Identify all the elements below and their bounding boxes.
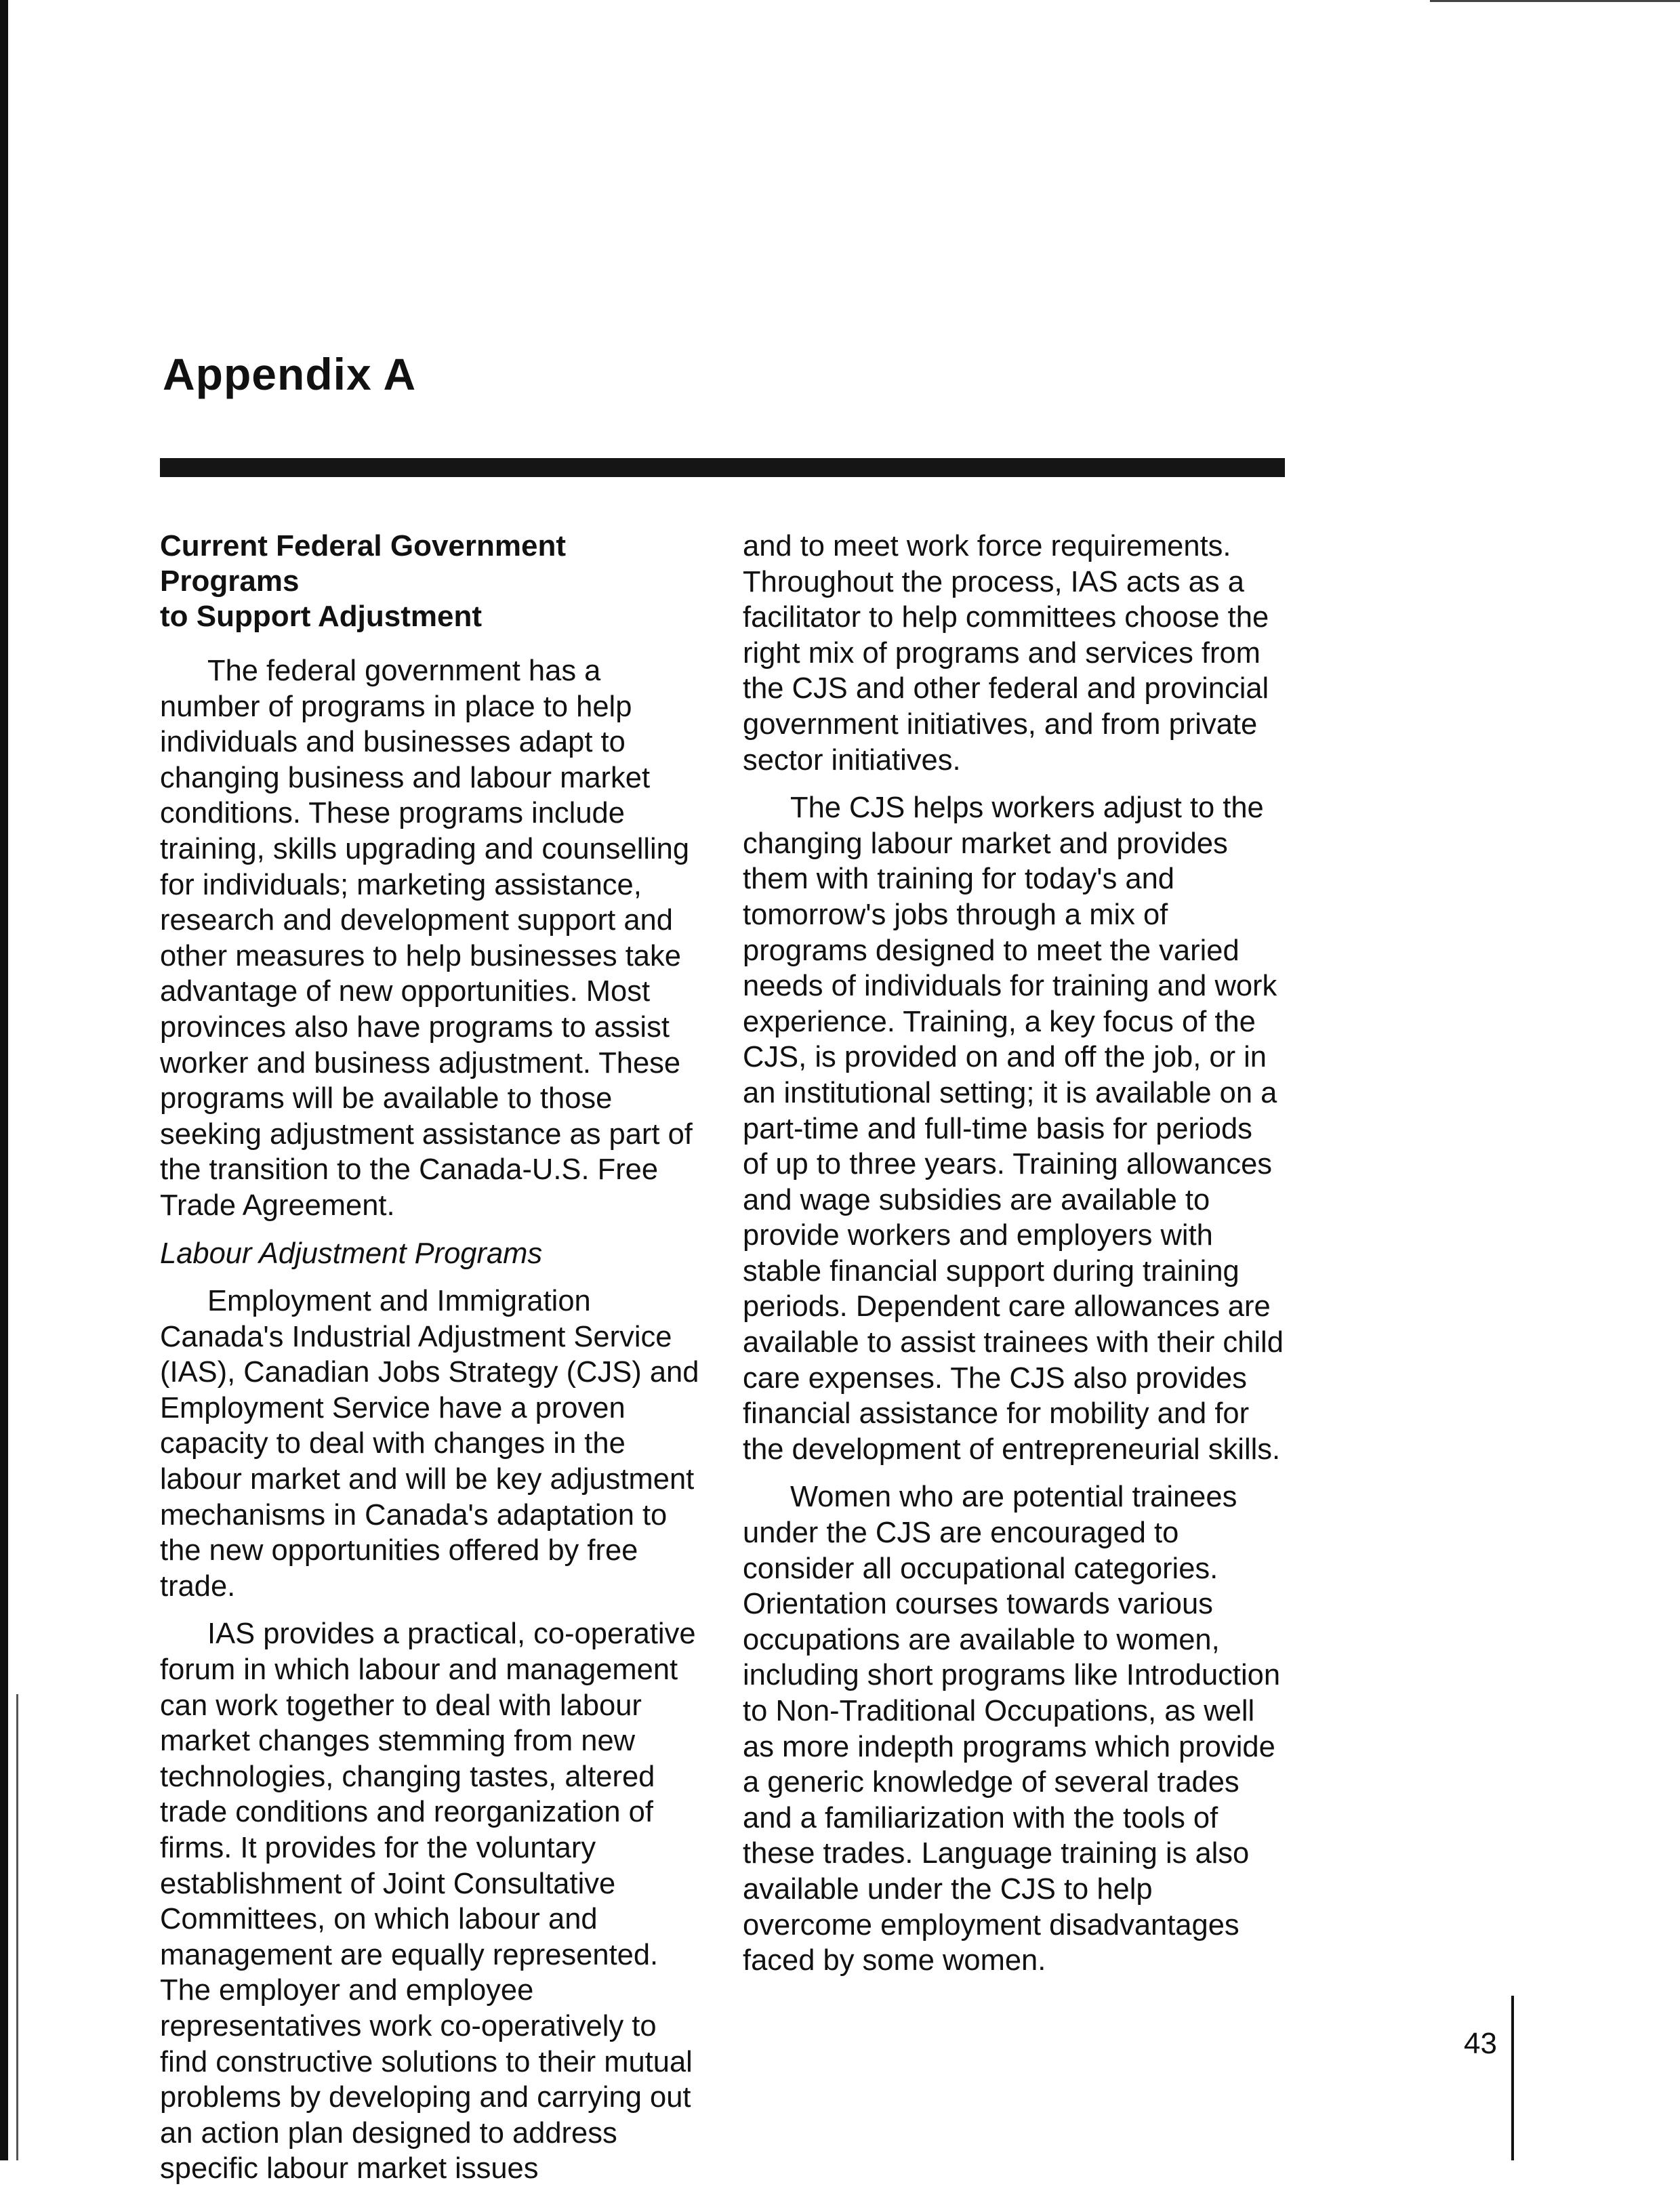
left-paragraph-2: Employment and Immigration Canada's Industrial Adjustment Service (IAS), Canadian Jobs Strategy (CJS) and Employment Service have a proven capacity to deal with changes in the labour market and will be key adjustment mechanisms in Canada's adaptation to the new opportunities offered by free trade.: [160, 1285, 699, 1603]
title-rule: [160, 458, 1285, 477]
page-rule: [1511, 1996, 1514, 2160]
appendix-title: Appendix A: [163, 349, 417, 399]
scan-edge-left: [0, 0, 8, 2160]
section-heading-line-2: to Support Adjustment: [160, 600, 482, 633]
left-paragraph-1: The federal government has a number of programs in place to help individuals and businesses adapt to changing business and labour market conditions. These programs include training, skills upgrading and counselling for individuals; marketing assistance, research and development support and other measures to help businesses take advantage of new opportunities. Most provinces also have programs to assist worker and business adjustment. These programs will be available to those seeking adjustment assistance as part of the transition to the Canada-U.S. Free Trade Agreement.: [160, 655, 693, 1222]
right-paragraph-2: The CJS helps workers adjust to the changing labour market and provides them with training for today's and tomorrow's jobs through a mix of programs designed to meet the varied needs of individuals for training and work experience. Training, a key focus of the CJS, is provided on and off the job, or in an institutional setting; it is available on a part-time and full-time basis for periods of up to three years. Training allowances and wage subsidies are available to provide workers and employers with stable financial support during training periods. Dependent care allowances are available to assist trainees with their child care expenses. The CJS also provides financial assistance for mobility and for the development of entrepreneurial skills.: [743, 792, 1284, 1466]
right-column: [743, 529, 1285, 1991]
right-paragraph-3: Women who are potential trainees under the CJS are encouraged to consider all occupational categories. Orientation courses towards various occupations are available to women, including short programs like Introduction to Non-Traditional Occupations, as well as more indepth programs which provide a generic knowledge of several trades and a familiarization with the tools of these trades. Language training is also available under the CJS to help overcome employment disadvantages faced by some women.: [743, 1481, 1281, 1977]
page-number: 43: [1464, 2027, 1497, 2060]
labour-adjustment-subheading: Labour Adjustment Programs: [160, 1237, 543, 1270]
scan-edge-left-thin: [16, 1694, 18, 2160]
section-heading-line-1: Current Federal Government Programs: [160, 529, 567, 598]
left-column: [160, 529, 702, 2199]
left-paragraph-3: IAS provides a practical, co-operative forum in which labour and management can work together to deal with labour market changes stemming from new technologies, changing tastes, altered trade conditions and reorganization of firms. It provides for the voluntary establishment of Joint Consultative Committees, on which labour and management are equally represented. The employer and employee representatives work co-operatively to find constructive solutions to their mutual problems by developing and carrying out an action plan designed to address specific labour market issues: [160, 1618, 696, 2185]
section-heading: [160, 529, 702, 634]
scan-edge-top-right: [1430, 0, 1680, 2]
right-paragraph-1: and to meet work force requirements. Throughout the process, IAS acts as a facilitator to help committees choose the right mix of programs and services from the CJS and other federal and provincial government initiatives, and from private sector initiatives.: [743, 530, 1269, 777]
